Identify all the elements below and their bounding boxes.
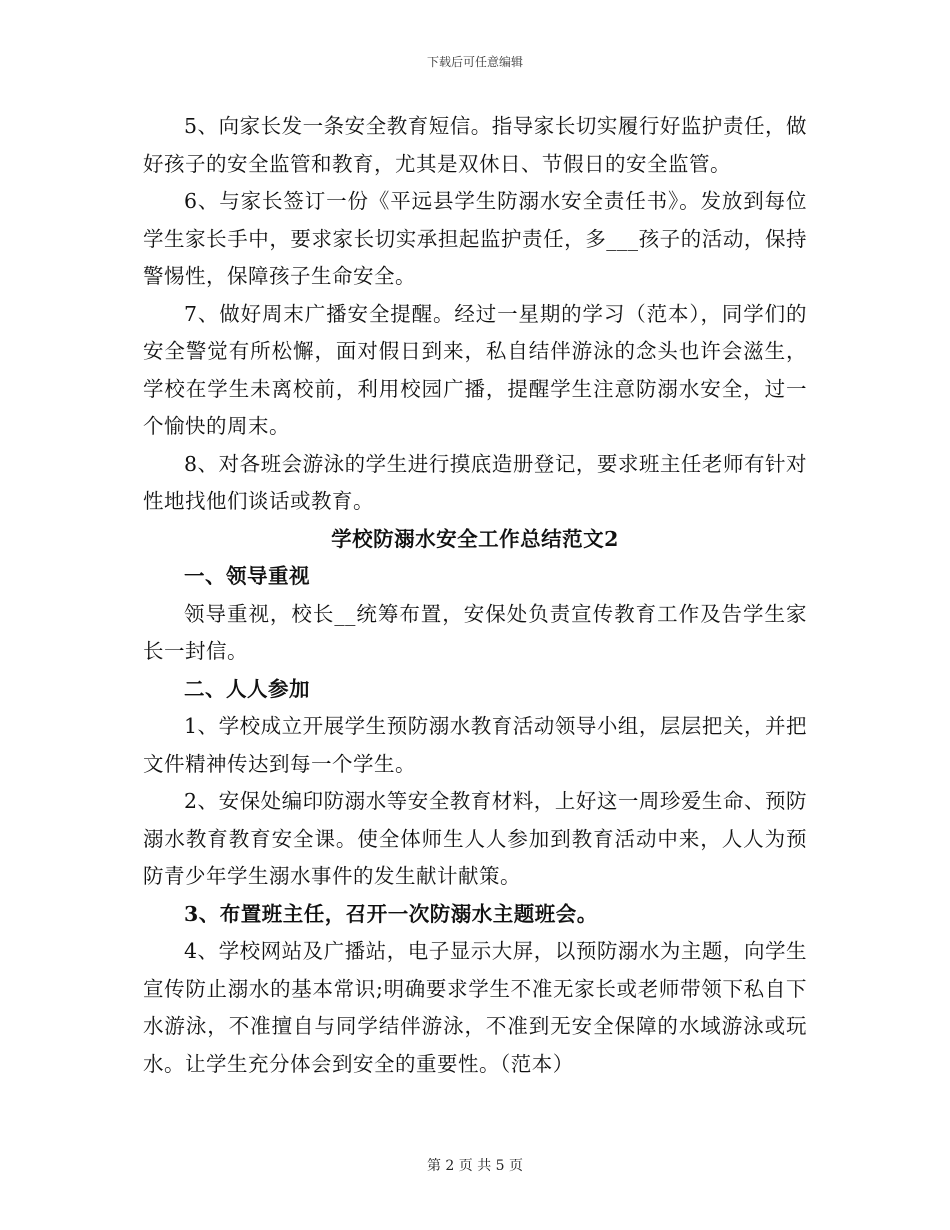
paragraph-participation-3: 3、布置班主任，召开一次防溺水主题班会。 [184,901,598,926]
heading-participation: 二、人人参加 [184,676,310,701]
paragraph-item-5: 5、向家长发一条安全教育短信。指导家长切实履行好监护责任，做好孩子的安全监管和教育，尤其是双休日、节假日的安全监管。 [143,114,807,176]
paragraph-item-7: 7、做好周末广播安全提醒。经过一星期的学习（范本），同学们的安全警觉有所松懈，面对假日到来，私自结伴游泳的念头也许会滋生，学校在学生未离校前，利用校园广播，提醒学生注意防溺水安全，过一个愉快的周末。 [143,301,807,438]
paragraph-item-6: 6、与家长签订一份《平远县学生防溺水安全责任书》。发放到每位学生家长手中，要求家长切实承担起监护责任，多___孩子的活动，保持警惕性，保障孩子生命安全。 [143,189,807,288]
section-title: 学校防溺水安全工作总结范文2 [331,526,619,551]
page-footer: 第 2 页 共 5 页 [426,1158,524,1174]
paragraph-participation-1: 1、学校成立开展学生预防溺水教育活动领导小组，层层把关，并把文件精神传达到每一个学生。 [143,714,807,776]
heading-leadership: 一、领导重视 [184,564,310,588]
paragraph-leadership: 领导重视，校长__统筹布置，安保处负责宣传教育工作及告学生家长一封信。 [143,601,807,663]
paragraph-item-8: 8、对各班会游泳的学生进行摸底造册登记，要求班主任老师有针对性地找他们谈话或教育。 [143,451,807,513]
paragraph-participation-2: 2、安保处编印防溺水等安全教育材料，上好这一周珍爱生命、预防溺水教育教育安全课。使全体师生人人参加到教育活动中来，人人为预防青少年学生溺水事件的发生献计献策。 [143,789,807,888]
page-header: 下载后可任意编辑 [426,55,523,69]
paragraph-participation-4: 4、学校网站及广播站，电子显示大屏，以预防溺水为主题，向学生宣传防止溺水的基本常识;明确要求学生不准无家长或老师带领下私自下水游泳，不准擅自与同学结伴游泳，不准到无安全保障的水域游泳或玩水。让学生充分体会到安全的重要性。（范本） [143,939,807,1076]
document-body [143,108,807,1083]
